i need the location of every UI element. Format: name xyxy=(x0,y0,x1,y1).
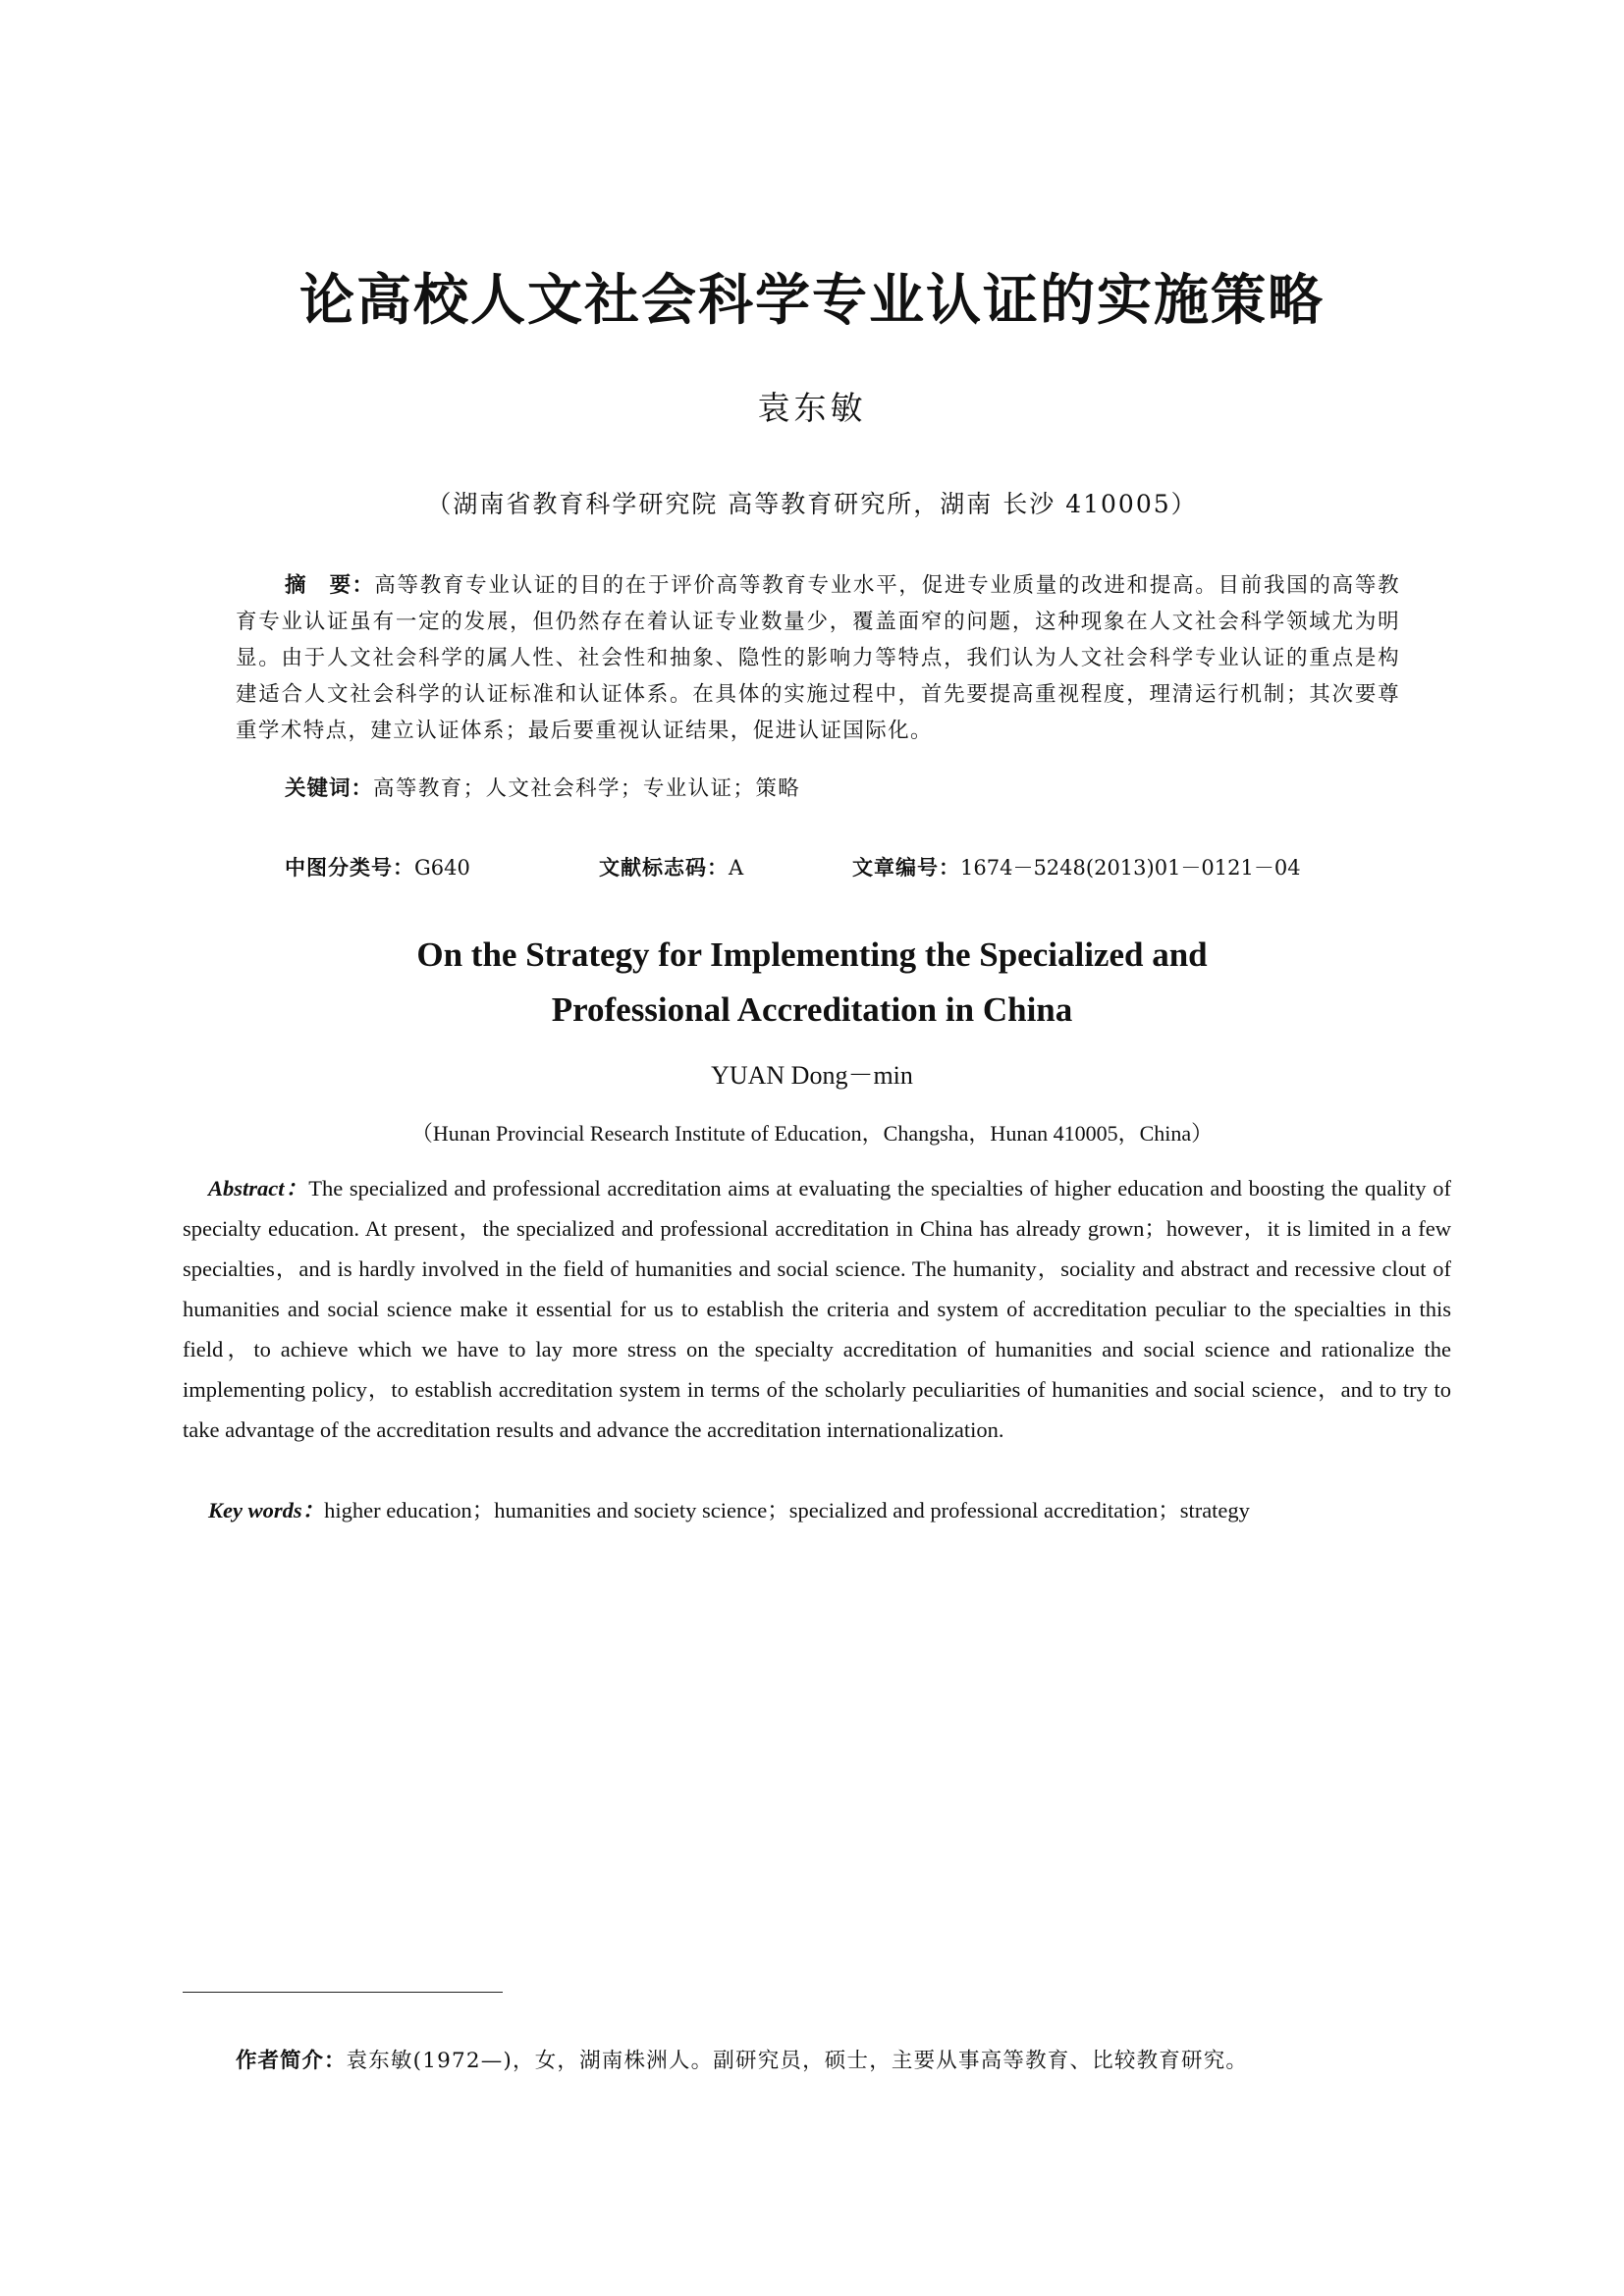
english-affiliation: （Hunan Provincial Research Institute of Education，Changsha，Hunan 410005，China） xyxy=(410,1121,1214,1146)
article-number-label: 文章编号： xyxy=(852,856,960,880)
english-title-line-2: Professional Accreditation in China xyxy=(551,990,1073,1029)
document-code xyxy=(599,852,743,881)
chinese-keywords-label: 关键词： xyxy=(285,776,374,801)
english-keywords xyxy=(183,1490,1451,1530)
chinese-abstract-label: 摘 要： xyxy=(285,573,375,598)
author-footnote-text: 袁东敏(1972—)，女，湖南株洲人。副研究员，硕士，主要从事高等教育、比较教育研究。 xyxy=(346,2049,1249,2073)
clc-value: G640 xyxy=(414,856,470,880)
chinese-keywords-text: 高等教育；人文社会科学；专业认证；策略 xyxy=(373,776,801,801)
chinese-abstract xyxy=(236,567,1400,749)
english-abstract-label: Abstract： xyxy=(208,1176,309,1201)
chinese-author: 袁东敏 xyxy=(757,389,867,427)
english-keywords-text: higher education；humanities and society science；specialized and professional accreditation；strategy xyxy=(324,1498,1250,1522)
chinese-title: 论高校人文社会科学专业认证的实施策略 xyxy=(299,268,1325,333)
footnote-divider xyxy=(183,1992,503,1993)
english-abstract xyxy=(183,1168,1451,1450)
chinese-abstract-text: 高等教育专业认证的目的在于评价高等教育专业水平，促进专业质量的改进和提高。目前我国的高等教育专业认证虽有一定的发展，但仍然存在着认证专业数量少，覆盖面窄的问题，这种现象在人文社会科学领域尤为明显。由于人文社会科学的属人性、社会性和抽象、隐性的影响力等特点，我们认为人文社会科学专业认证的重点是构建适合人文社会科学的认证标准和认证体系。在具体的实施过程中，首先要提高重视程度，理清运行机制；其次要尊重学术特点，建立认证体系；最后要重视认证结果，促进认证国际化。 xyxy=(236,573,1400,743)
chinese-affiliation: （湖南省教育科学研究院 高等教育研究所，湖南 长沙 410005） xyxy=(426,490,1198,518)
author-footnote xyxy=(236,2044,1248,2074)
english-keywords-label: Key words： xyxy=(208,1498,325,1522)
document-code-value: A xyxy=(729,856,744,880)
english-abstract-text: The specialized and professional accreditation aims at evaluating the specialties of higher education and boosting the quality of specialty education. At present，the specialized and professional accreditation in China has already grown；however，it is limited in a few specialties，and is hardly involved in the field of humanities and social science. The humanity，sociality and abstract and recessive clout of humanities and social science make it essential for us to establish the criteria and system of accreditation peculiar to the specialties in this field，to achieve which we have to lay more stress on the specialty accreditation of humanities and social science and rationalize the implementing policy，to establish accreditation system in terms of the scholarly peculiarities of humanities and social science，and to try to take advantage of the accreditation results and advance the accreditation internationalization. xyxy=(183,1176,1451,1442)
english-author: YUAN Dong－min xyxy=(711,1061,913,1090)
clc-label: 中图分类号： xyxy=(285,856,414,880)
chinese-keywords xyxy=(285,772,800,802)
author-footnote-label: 作者简介： xyxy=(236,2049,347,2073)
article-number-value: 1674－5248(2013)01－0121－04 xyxy=(960,856,1301,880)
document-code-label: 文献标志码： xyxy=(599,856,729,880)
english-title-line-1: On the Strategy for Implementing the Specialized and xyxy=(416,935,1208,974)
english-title xyxy=(0,928,1624,1038)
clc-number xyxy=(285,852,470,881)
article-number xyxy=(852,852,1301,881)
